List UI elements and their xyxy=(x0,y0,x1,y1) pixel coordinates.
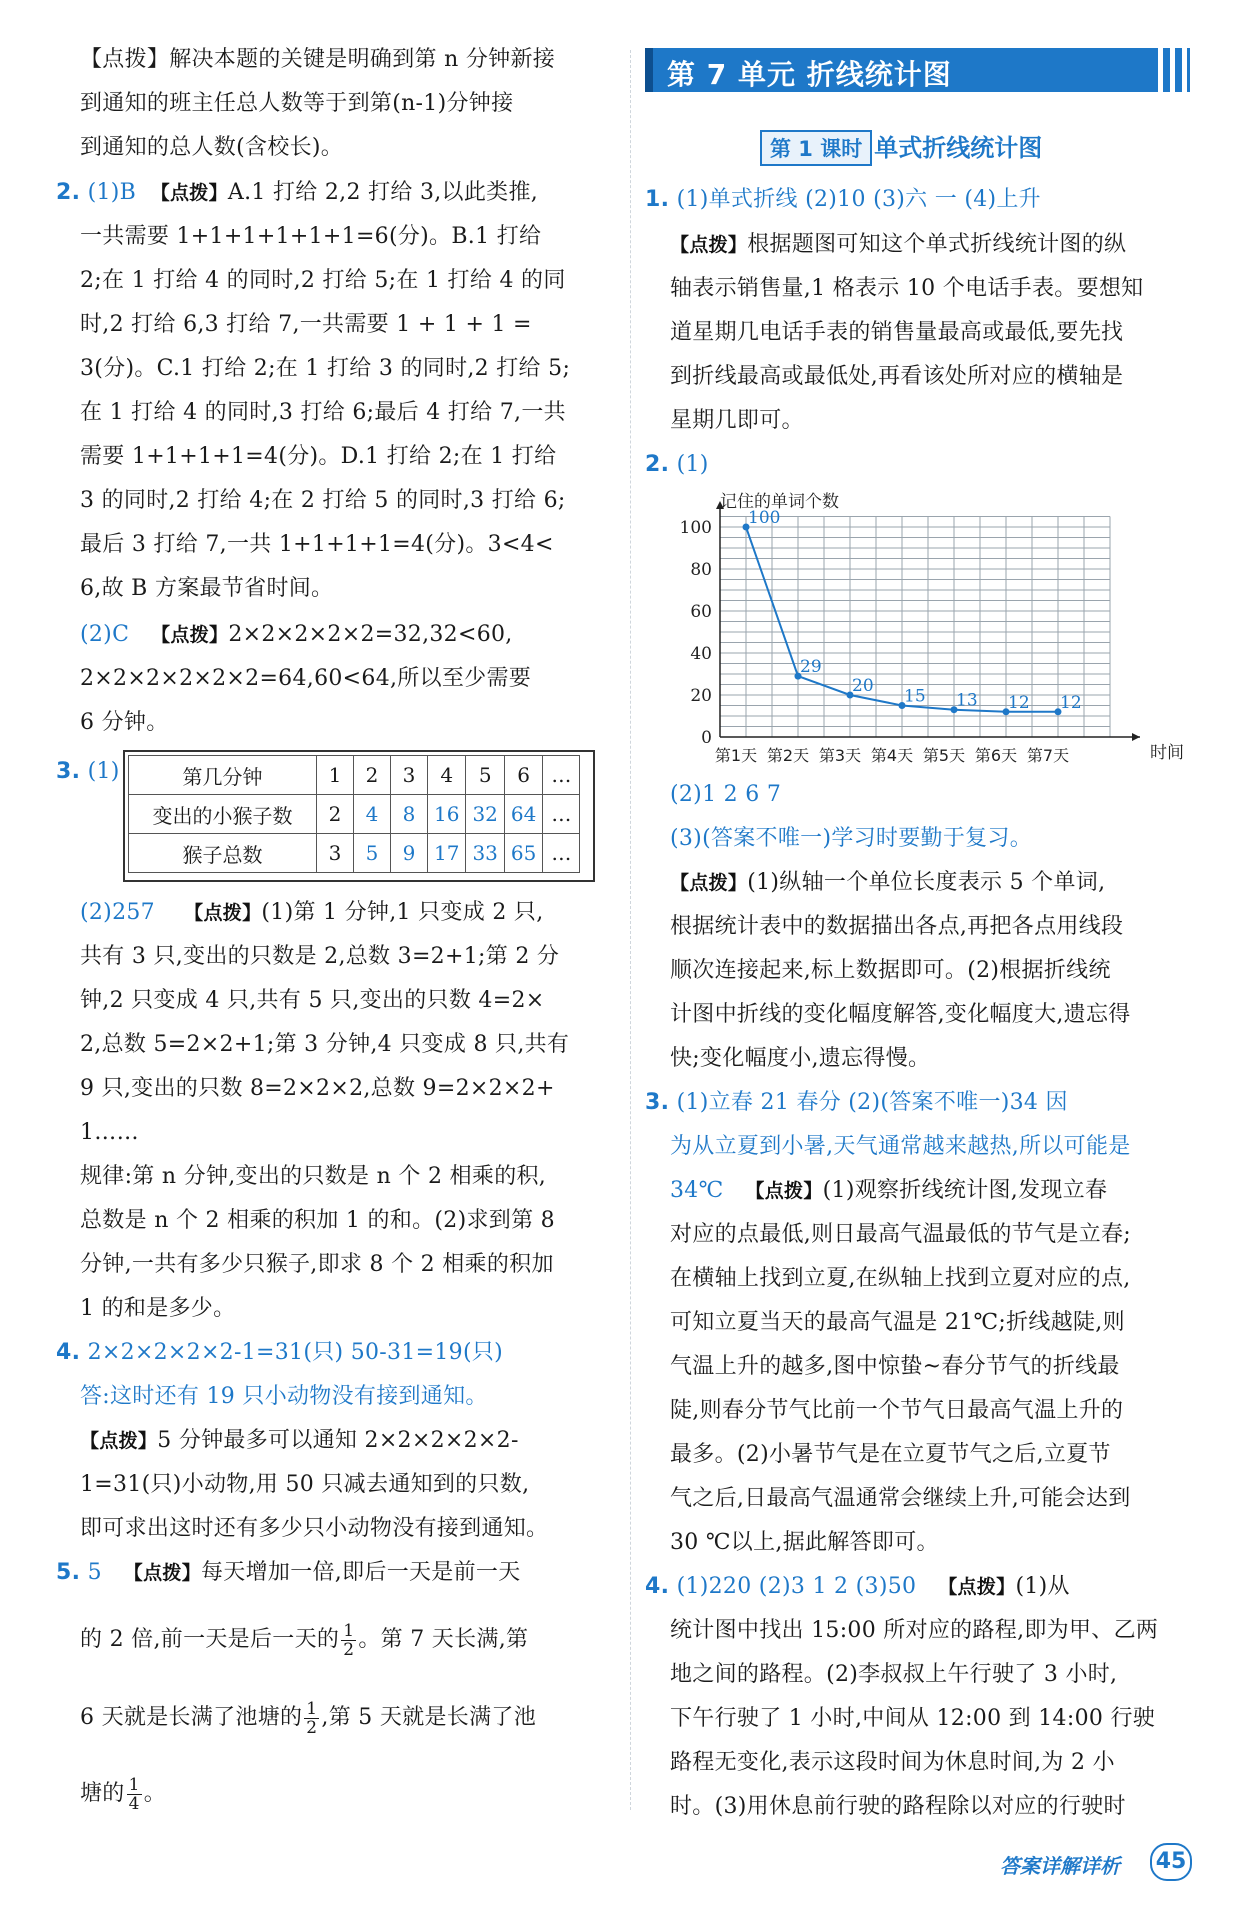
table-cell: … xyxy=(543,795,580,834)
r-q3-text-8: 30 ℃以上,据此解答即可。 xyxy=(670,1530,939,1555)
r-q1-text-2: 道星期几电话手表的销售量最高或最低,要先找 xyxy=(670,320,1124,345)
fraction-half: $\frac{1}{2}$ xyxy=(343,1620,355,1660)
dianbo-label: 【点拨】 xyxy=(670,234,748,256)
r-q1-answer: (1)单式折线 (2)10 (3)六 一 (4)上升 xyxy=(676,187,1041,212)
text-line xyxy=(80,133,343,163)
r-q3-text-6: 最多。(2)小暑节气是在立夏节气之后,立夏节 xyxy=(670,1442,1111,1467)
q4-number: 4. xyxy=(56,1340,81,1365)
r-q2-text-4: 快;变化幅度小,遗忘得慢。 xyxy=(670,1046,931,1071)
table-cell: 3 xyxy=(391,756,428,795)
r-q2-3-answer: (3)(答案不唯一)学习时要勤于复习。 xyxy=(670,826,1033,851)
r-q4-answer: (1)220 (2)3 1 2 (3)50 xyxy=(676,1574,917,1599)
q5-text-5: 塘的 xyxy=(80,1781,125,1806)
r-q4-text-4: 路程无变化,表示这段时间为休息时间,为 2 小 xyxy=(670,1750,1115,1775)
r-q2-1-label: (1) xyxy=(676,452,709,477)
page-number: 45 xyxy=(1150,1843,1192,1881)
q3-text-3: 2,总数 5=2×2+1;第 3 分钟,4 只变成 8 只,共有 xyxy=(80,1032,570,1057)
banner-stripes xyxy=(1150,48,1190,92)
q5-text-0: 每天增加一倍,即后一天是前一天 xyxy=(201,1560,521,1585)
dianbo-label: 【点拨】 xyxy=(745,1180,823,1202)
data-label: 100 xyxy=(748,508,781,528)
dianbo-label: 【点拨】 xyxy=(80,1430,158,1452)
q3-2-first-line xyxy=(80,898,544,928)
r-q3-first-line xyxy=(645,1088,1068,1118)
table-cell: 6 xyxy=(504,756,542,795)
data-label: 12 xyxy=(1060,692,1082,713)
dianbo-label: 【点拨】 xyxy=(151,624,229,646)
banner-accent xyxy=(645,48,653,92)
chart-ticks xyxy=(680,518,1070,765)
r-q2-text-3: 计图中折线的变化幅度解答,变化幅度大,遗忘得 xyxy=(670,1002,1131,1027)
data-label: 15 xyxy=(904,686,926,707)
q3-text-8: 分钟,一共有多少只猴子,即求 8 个 2 相乘的积加 xyxy=(80,1252,554,1277)
data-label: 13 xyxy=(956,690,978,711)
r-q2-text-1: 根据统计表中的数据描出各点,再把各点用线段 xyxy=(670,914,1124,939)
table-cell: 2 xyxy=(354,756,391,795)
unit-banner xyxy=(645,48,1190,92)
p1-line-2: 到通知的班主任总人数等于到第(n-1)分钟接 xyxy=(80,91,514,116)
y-tick-label: 60 xyxy=(690,602,712,622)
q4-first-line xyxy=(56,1338,503,1368)
r-q4-text-0: (1)从 xyxy=(1015,1574,1070,1599)
r-q2-2-answer: (2)1 2 6 7 xyxy=(670,782,782,807)
r-q2-line-0 xyxy=(670,868,1105,898)
q3-number: 3. xyxy=(56,759,81,784)
r-q4-first-line xyxy=(645,1572,1070,1602)
q2-text-2: 2;在 1 打给 4 的同时,2 打给 5;在 1 打给 4 的同 xyxy=(80,268,566,293)
r-q3-answer-1: 为从立夏到小暑,天气通常越来越热,所以可能是 xyxy=(670,1134,1131,1159)
r-q2-text-0: (1)纵轴一个单位长度表示 5 个单词, xyxy=(747,870,1106,895)
q2-text-9: 6,故 B 方案最节省时间。 xyxy=(80,576,334,601)
r-q3-text-2: 在横轴上找到立夏,在纵轴上找到立夏对应的点, xyxy=(670,1266,1131,1291)
q5-first-line xyxy=(56,1558,521,1588)
data-label: 12 xyxy=(1008,692,1030,713)
x-tick-label: 第2天 xyxy=(766,746,810,765)
r-q2-first-line xyxy=(645,450,709,480)
dianbo-label: 【点拨】 xyxy=(150,182,228,204)
q2-2-text-1: 2×2×2×2×2×2=64,60<64,所以至少需要 xyxy=(80,666,532,691)
r-q3-line-2 xyxy=(670,1176,1107,1206)
r-q2-number: 2. xyxy=(645,452,670,477)
table-cell: 5 xyxy=(354,834,391,873)
table-cell: 2 xyxy=(317,795,354,834)
table-cell: 17 xyxy=(428,834,466,873)
q2-text-5: 在 1 打给 4 的同时,3 打给 6;最后 4 打给 7,一共 xyxy=(80,400,566,425)
table-cell: 33 xyxy=(466,834,504,873)
x-tick-label: 第1天 xyxy=(714,746,758,765)
q2-2-answer: (2)C xyxy=(80,622,130,647)
table-header-cell: 变出的小猴子数 xyxy=(129,795,317,834)
dianbo-label: 【点拨】 xyxy=(938,1576,1016,1598)
dianbo-label: 【点拨】 xyxy=(123,1562,201,1584)
q5-line-3 xyxy=(80,1772,166,1816)
monkey-table xyxy=(128,755,580,873)
q3-text-2: 钟,2 只变成 4 只,共有 5 只,变出的只数 4=2× xyxy=(80,988,545,1013)
x-tick-label: 第5天 xyxy=(922,746,966,765)
r-q3-answer-0: (1)立春 21 春分 (2)(答案不唯一)34 因 xyxy=(676,1090,1068,1115)
fraction-half: $\frac{1}{2}$ xyxy=(306,1698,318,1738)
r-q3-text-5: 陡,则春分节气比前一个节气日最高气温上升的 xyxy=(670,1398,1124,1423)
table-cell: … xyxy=(543,756,580,795)
r-q3-text-0: (1)观察折线统计图,发现立春 xyxy=(822,1178,1108,1203)
q3-label xyxy=(56,757,120,787)
q2-text-8: 最后 3 打给 7,一共 1+1+1+1=4(分)。3<4< xyxy=(80,532,554,557)
table-row xyxy=(129,756,580,795)
table-cell: … xyxy=(543,834,580,873)
table-header-cell: 第几分钟 xyxy=(129,756,317,795)
y-tick-label: 40 xyxy=(690,644,712,664)
column-divider xyxy=(630,50,631,1810)
y-tick-label: 100 xyxy=(679,518,712,538)
table-cell: 32 xyxy=(466,795,504,834)
q5-text-4: ,第 5 天就是长满了池 xyxy=(321,1705,536,1730)
r-q3-text-1: 对应的点最低,则日最高气温最低的节气是立春; xyxy=(670,1222,1132,1247)
q5-text-2: 。第 7 天长满,第 xyxy=(358,1627,529,1652)
table-cell: 1 xyxy=(317,756,354,795)
r-q1-number: 1. xyxy=(645,187,670,212)
x-tick-label: 第6天 xyxy=(974,746,1018,765)
p1-line-3: 到通知的总人数(含校长)。 xyxy=(80,135,344,160)
q4-text-2: 即可求出这时还有多少只小动物没有接到通知。 xyxy=(80,1516,549,1541)
q2-first-line xyxy=(56,178,538,208)
data-label: 20 xyxy=(852,676,874,696)
table-cell: 8 xyxy=(391,795,428,834)
q3-1-label: (1) xyxy=(87,759,120,784)
x-axis-arrow xyxy=(1132,733,1140,741)
footer-label: 答案详解详析 xyxy=(1000,1854,1120,1878)
table-cell: 4 xyxy=(428,756,466,795)
q2-2-text-0: 2×2×2×2×2=32,32<60, xyxy=(228,622,513,647)
r-q3-answer-2: 34℃ xyxy=(670,1178,724,1203)
r-q4-text-1: 统计图中找出 15:00 所对应的路程,即为甲、乙两 xyxy=(670,1618,1159,1643)
q3-text-9: 1 的和是多少。 xyxy=(80,1296,236,1321)
r-q1-line-0 xyxy=(670,230,1126,260)
table-cell: 9 xyxy=(391,834,428,873)
q2-text-1: 一共需要 1+1+1+1+1+1=6(分)。B.1 打给 xyxy=(80,224,542,249)
q2-2-first-line xyxy=(80,620,513,650)
q2-text-3: 时,2 打给 6,3 打给 7,一共需要 1 + 1 + 1 = xyxy=(80,312,532,337)
unit-title: 第 7 单元 折线统计图 xyxy=(667,58,952,91)
r-q1-text-3: 到折线最高或最低处,再看该处所对应的横轴是 xyxy=(670,364,1124,389)
q2-number: 2. xyxy=(56,180,81,205)
q2-text-7: 3 的同时,2 打给 4;在 2 打给 5 的同时,3 打给 6; xyxy=(80,488,566,513)
q3-text-4: 9 只,变出的只数 8=2×2×2,总数 9=2×2×2+ xyxy=(80,1076,555,1101)
r-q1-text-1: 轴表示销售量,1 格表示 10 个电话手表。要想知 xyxy=(670,276,1144,301)
q5-answer: 5 xyxy=(87,1560,102,1585)
forgetting-line-chart xyxy=(660,485,1200,770)
r-q2-text-2: 顺次连接起来,标上数据即可。(2)根据折线统 xyxy=(670,958,1111,983)
y-tick-label: 0 xyxy=(701,728,712,748)
r-q1-first-line xyxy=(645,185,1041,215)
table-header-cell: 猴子总数 xyxy=(129,834,317,873)
r-q3-number: 3. xyxy=(645,1090,670,1115)
p1-line-1: 【点拨】解决本题的关键是明确到第 n 分钟新接 xyxy=(80,47,556,72)
q2-text-0: A.1 打给 2,2 打给 3,以此类推, xyxy=(227,180,539,205)
x-tick-label: 第7天 xyxy=(1026,746,1070,765)
table-cell: 3 xyxy=(317,834,354,873)
q3-text-0: (1)第 1 分钟,1 只变成 2 只, xyxy=(261,900,544,925)
q5-text-1: 的 2 倍,前一天是后一天的 xyxy=(80,1627,340,1652)
x-tick-label: 第4天 xyxy=(870,746,914,765)
q3-2-answer: (2)257 xyxy=(80,900,155,925)
r-q4-text-3: 下午行驶了 1 小时,中间从 12:00 到 14:00 行驶 xyxy=(670,1706,1156,1731)
q2-text-4: 3(分)。C.1 打给 2;在 1 打给 3 的同时,2 打给 5; xyxy=(80,356,571,381)
q2-text-6: 需要 1+1+1+1=4(分)。D.1 打给 2;在 1 打给 xyxy=(80,444,557,469)
table-cell: 5 xyxy=(466,756,504,795)
q4-line-0 xyxy=(80,1426,519,1456)
chart-xlabel: 时间 xyxy=(1150,743,1184,763)
q4-text-1: 1=31(只)小动物,用 50 只减去通知到的只数, xyxy=(80,1472,530,1497)
q2-2-text-2: 6 分钟。 xyxy=(80,710,169,735)
y-tick-label: 80 xyxy=(690,560,712,580)
lesson-tag: 第 1 课时 xyxy=(760,130,872,166)
q5-line-1 xyxy=(80,1618,528,1662)
r-q4-text-2: 地之间的路程。(2)李叔叔上午行驶了 3 小时, xyxy=(670,1662,1118,1687)
q3-text-7: 总数是 n 个 2 相乘的积加 1 的和。(2)求到第 8 xyxy=(80,1208,555,1233)
table-cell: 16 xyxy=(428,795,466,834)
table-row xyxy=(129,834,580,873)
lesson-heading xyxy=(760,128,1042,162)
dianbo-label: 【点拨】 xyxy=(184,902,262,924)
q2-1-answer: (1)B xyxy=(87,180,137,205)
r-q1-text-0: 根据题图可知这个单式折线统计图的纵 xyxy=(747,232,1127,257)
dianbo-label: 【点拨】 xyxy=(670,872,748,894)
table-row xyxy=(129,795,580,834)
q3-text-6: 规律:第 n 分钟,变出的只数是 n 个 2 相乘的积, xyxy=(80,1164,547,1189)
lesson-name: 单式折线统计图 xyxy=(874,134,1043,162)
r-q3-text-7: 气之后,日最高气温通常会继续上升,可能会达到 xyxy=(670,1486,1131,1511)
q5-text-6: 。 xyxy=(143,1781,167,1806)
r-q4-text-5: 时。(3)用休息前行驶的路程除以对应的行驶时 xyxy=(670,1794,1126,1819)
table-cell: 4 xyxy=(354,795,391,834)
text-line xyxy=(80,89,513,119)
q4-answer: 2×2×2×2×2-1=31(只) 50-31=19(只) xyxy=(87,1340,504,1365)
table-cell: 64 xyxy=(504,795,542,834)
q3-text-5: 1…… xyxy=(80,1120,139,1145)
r-q1-text-4: 星期几即可。 xyxy=(670,408,804,433)
q5-line-2 xyxy=(80,1696,536,1740)
fraction-quarter: $\frac{1}{4}$ xyxy=(128,1774,140,1814)
q5-text-3: 6 天就是长满了池塘的 xyxy=(80,1705,303,1730)
q4-text-0: 5 分钟最多可以通知 2×2×2×2×2- xyxy=(157,1428,519,1453)
q3-text-1: 共有 3 只,变出的只数是 2,总数 3=2+1;第 2 分 xyxy=(80,944,560,969)
chart-ylabel: 记住的单词个数 xyxy=(720,492,839,512)
q5-number: 5. xyxy=(56,1560,81,1585)
r-q4-number: 4. xyxy=(645,1574,670,1599)
r-q3-text-4: 气温上升的越多,图中惊蛰~春分节气的折线最 xyxy=(670,1354,1120,1379)
table-cell: 65 xyxy=(504,834,542,873)
data-label: 29 xyxy=(800,657,822,678)
x-tick-label: 第3天 xyxy=(818,746,862,765)
text-line xyxy=(80,45,555,75)
q4-answer-sentence: 答:这时还有 19 只小动物没有接到通知。 xyxy=(80,1384,488,1409)
y-tick-label: 20 xyxy=(690,686,712,706)
r-q3-text-3: 可知立夏当天的最高气温是 21℃;折线越陡,则 xyxy=(670,1310,1125,1335)
